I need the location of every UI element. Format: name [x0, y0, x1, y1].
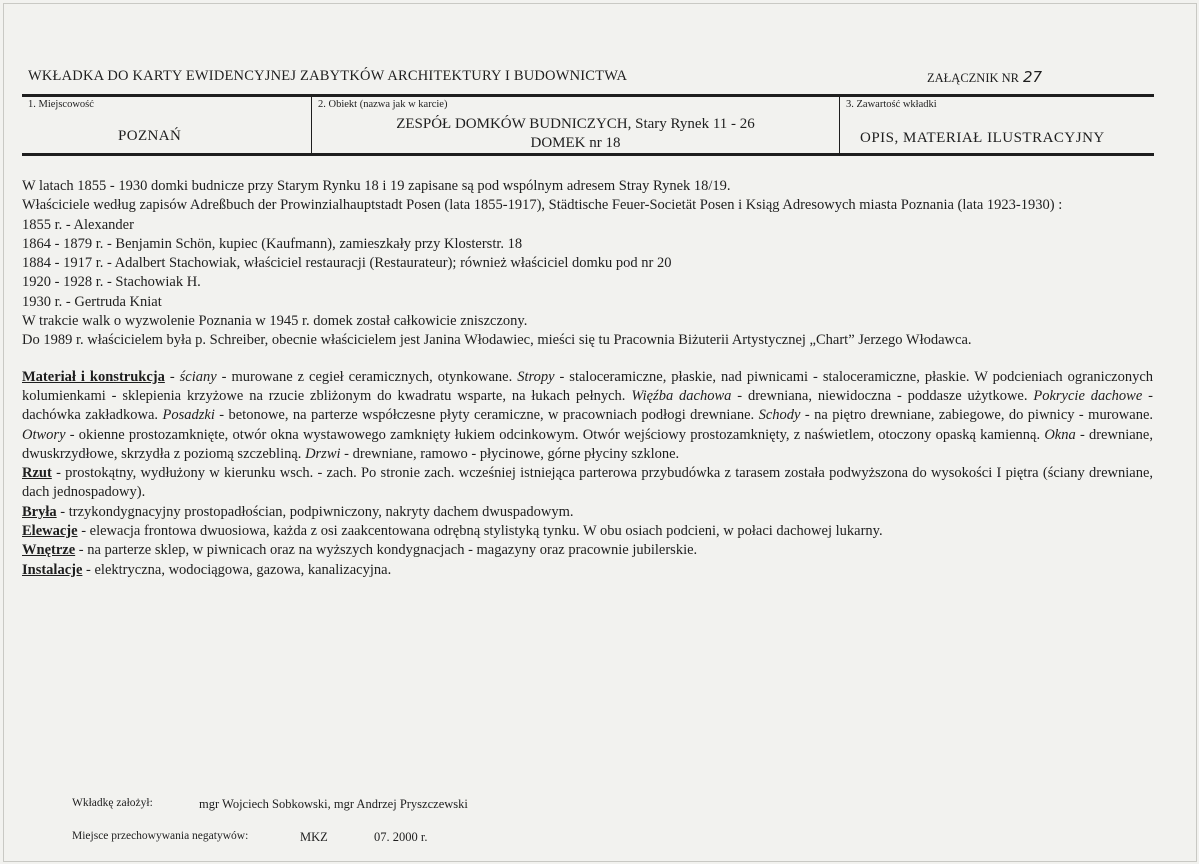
annex-number — [927, 68, 1042, 86]
negatives-place: MKZ — [300, 830, 328, 844]
annex-label: ZAŁĄCZNIK NR — [927, 71, 1020, 85]
mass-heading: Bryła — [22, 503, 57, 520]
material-text: - drewniane, dwuskrzydłowe, skrzydła z poziomą szczebliną. — [22, 426, 1153, 462]
facades-heading: Elewacje — [22, 523, 78, 540]
interior-heading: Wnętrze — [22, 542, 76, 559]
object-value — [312, 115, 839, 153]
object-name: ZESPÓŁ DOMKÓW BUDNICZYCH, Stary Rynek 11 - 26 — [396, 116, 755, 132]
installations-heading: Instalacje — [22, 561, 83, 578]
material-text: - — [164, 368, 180, 385]
locality-value: POZNAŃ — [118, 128, 182, 144]
war-note: W trakcie walk o wyzwolenie Poznania w 1945 r. domek został całkowicie zniszczony. — [22, 313, 528, 330]
locality-cell — [22, 97, 311, 153]
mass-text: - trzykondygnacyjny prostopadłościan, podpiwniczony, nakryty dachem dwuspadowym. — [56, 503, 574, 520]
annex-value: 27 — [1023, 68, 1043, 86]
owner-entry: 1864 - 1879 r. - Benjamin Schön, kupiec (Kaufmann), zamieszkały przy Klosterstr. 18 — [22, 235, 523, 252]
roof-cover-term: Pokrycie dachowe — [1033, 387, 1143, 404]
owner-entry: 1855 r. - Alexander — [22, 216, 134, 233]
material-text: - drewniane, ramowo - płycinowe, górne płyciny szklone. — [340, 445, 680, 462]
negatives-date: 07. 2000 r. — [374, 830, 428, 844]
stairs-term: Schody — [758, 407, 801, 424]
document-title: WKŁADKA DO KARTY EWIDENCYJNEJ ZABYTKÓW ARCHITEKTURY I BUDOWNICTWA — [28, 68, 628, 84]
object-cell — [311, 97, 839, 153]
negatives-label: Miejsce przechowywania negatywów: — [72, 830, 249, 842]
doors-term: Drzwi — [305, 445, 341, 462]
document-body — [22, 177, 1153, 580]
object-house-number: DOMEK nr 18 — [530, 135, 621, 151]
object-label: 2. Obiekt (nazwa jak w karcie) — [318, 99, 448, 110]
history-intro: W latach 1855 - 1930 domki budnicze przy Starym Rynku 18 i 19 zapisane są pod wspólnym adresem Stray Rynek 18/19. — [22, 178, 731, 194]
owner-entry: 1930 r. - Gertruda Kniat — [22, 293, 162, 310]
material-text: - murowane z cegieł ceramicznych, otynkowane. — [216, 368, 518, 385]
current-owner: Do 1989 r. właścicielem była p. Schreiber, obecnie właścicielem jest Janina Włodawiec, mieści się tu Pracownia Biżuterii Artystycznej „Chart” Jerzego Włodawca. — [22, 332, 972, 349]
openings-term: Otwory — [22, 426, 66, 443]
facades-section — [22, 522, 1153, 541]
interior-section — [22, 541, 1153, 560]
material-text: - dachówka zakładkowa. — [22, 387, 1153, 424]
installations-section — [22, 561, 1153, 580]
facades-text: - elewacja frontowa dwuosiowa, każda z osi zaakcentowana odrębną stylistyką tynku. W obu osiach podcieni, w połaci dachowej lukarny. — [77, 523, 883, 540]
plan-heading: Rzut — [22, 465, 52, 482]
walls-term: ściany — [179, 368, 217, 385]
contents-value: OPIS, MATERIAŁ ILUSTRACYJNY — [860, 130, 1105, 146]
plan-text: - prostokątny, wydłużony w kierunku wsch. - zach. Po stronie zach. wcześniej istniejąca parterowa przybudówka z tarasem została podwyższona do wysokości I piętra (ściany drewniane, dach jednospadowy). — [22, 465, 1153, 501]
contents-label: 3. Zawartość wkładki — [846, 99, 937, 110]
interior-text: - na parterze sklep, w piwnicach oraz na wyższych kondygnacjach - magazyny oraz pracownie jubilerskie. — [75, 542, 698, 559]
material-text: - na piętro drewniane, zabiegowe, do piwnicy - murowane. — [800, 407, 1154, 424]
ceilings-term: Stropy — [517, 368, 555, 385]
owner-entry: 1884 - 1917 r. - Adalbert Stachowiak, właściciel restauracji (Restaurateur); również właściciel domku pod nr 20 — [22, 255, 672, 272]
plan-section — [22, 464, 1153, 503]
material-text: - okienne prostozamknięte, otwór okna wystawowego zamknięty łukiem odcinkowym. Otwór wejściowy prostozamknięty, z naświetlem, otoczony opaską kamienną. — [65, 426, 1045, 443]
material-text: - staloceramiczne, płaskie, nad piwnicami - staloceramiczne, płaskie. W podcieniach ograniczonych kolumienkami - sklepienia krzyżowe na rzucie zbliżonym do kwadratu wsparte, na łukach pełnych. — [22, 368, 1154, 404]
contents-cell — [839, 97, 1154, 153]
mass-section — [22, 503, 1153, 522]
windows-term: Okna — [1044, 426, 1076, 443]
owner-entry: 1920 - 1928 r. - Stachowiak H. — [22, 274, 201, 291]
owners-intro: Właściciele według zapisów Adreßbuch der Prowinzialhauptstadt Posen (lata 1855-1917), Städtische Feuer-Societät Posen i Ksiąg Adresowych miasta Poznania (lata 1923-1930) : — [22, 197, 1063, 214]
identification-table — [22, 94, 1154, 156]
locality-label: 1. Miejscowość — [28, 99, 94, 110]
material-text: - drewniana, niewidoczna - poddasze użytkowe. — [731, 387, 1034, 404]
section-gap — [22, 351, 1153, 368]
roof-truss-term: Więźba dachowa — [631, 387, 732, 404]
author-label: Wkładkę założył: — [72, 797, 153, 809]
material-section — [22, 368, 1153, 464]
author-value: mgr Wojciech Sobkowski, mgr Andrzej Pryszczewski — [199, 797, 468, 811]
floors-term: Posadzki — [162, 407, 215, 424]
material-heading: Materiał i konstrukcja — [22, 368, 165, 385]
material-text: - betonowe, na parterze współczesne płyty ceramiczne, w pracowniach podłogi drewniane. — [214, 407, 759, 424]
installations-text: - elektryczna, wodociągowa, gazowa, kanalizacyjna. — [82, 561, 392, 578]
